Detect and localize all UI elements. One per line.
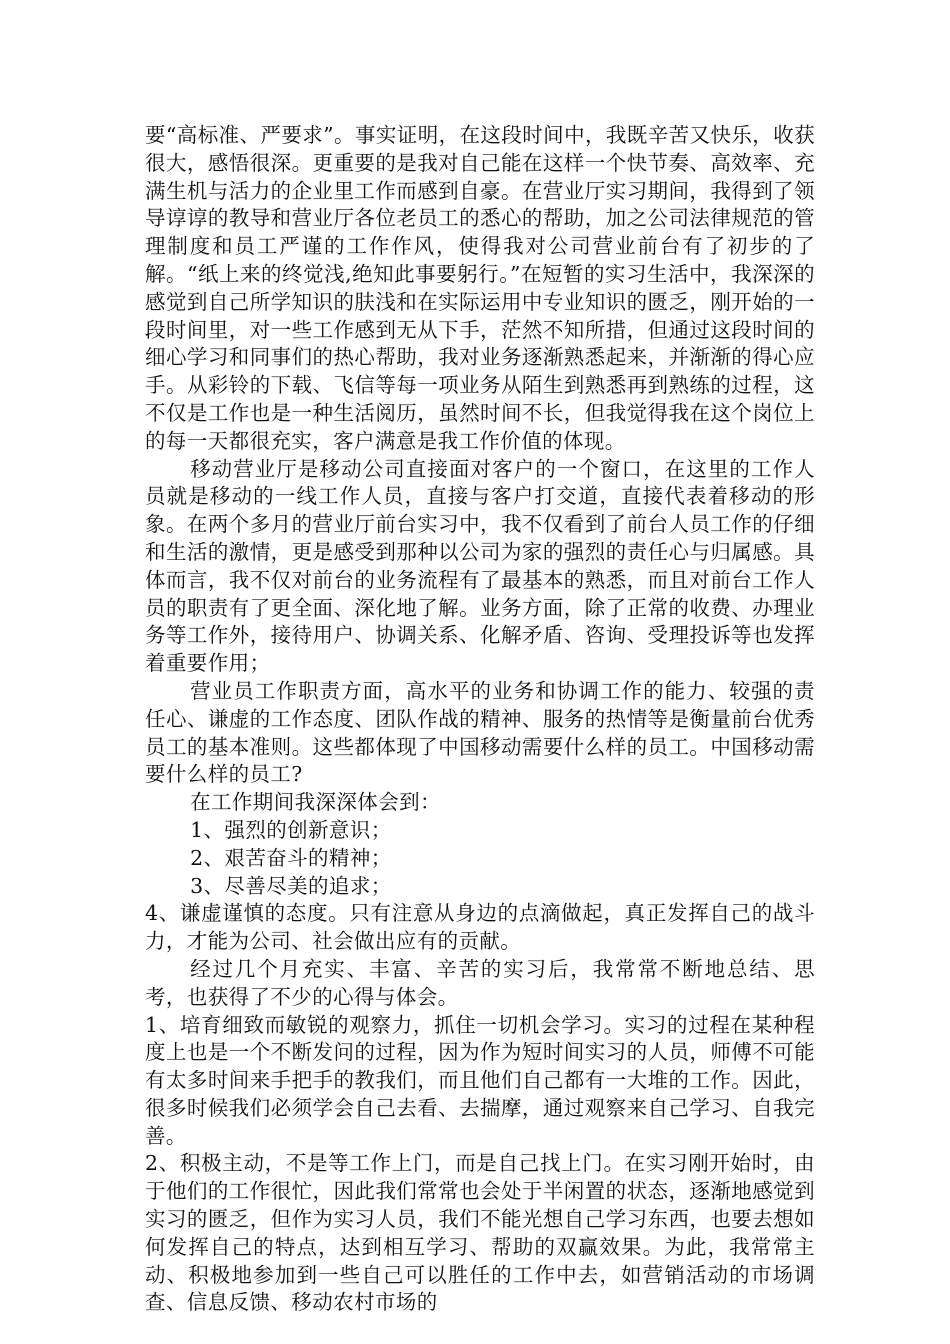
list-item-innovation: 1、强烈的创新意识； — [190, 817, 392, 842]
list-item-modesty: 4、谦虚谨慎的态度。只有注意从身边的点滴做起，真正发挥自己的战斗力，才能为公司、社会做出应有的贡献。 — [145, 901, 815, 954]
paragraph-experience-intro: 在工作期间我深深体会到： — [190, 790, 441, 815]
paragraph-summary-intro: 经过几个月充实、丰富、辛苦的实习后，我常常不断地总结、思考，也获得了不少的心得与体会。 — [145, 956, 815, 1009]
list-item-observation: 1、培育细致而敏锐的观察力，抓住一切机会学习。实习的过程在某种程度上也是一个不断发问的过程，因为作为短时间实习的人员，师傅不可能有太多时间来手把手的教我们，而且他们自己都有一大堆的工作。因此，很多时候我们必须学会自己去看、去揣摩，通过观察来自己学习、自我完善。 — [145, 1012, 815, 1148]
list-item-hard-work: 2、艰苦奋斗的精神； — [190, 845, 392, 870]
list-item-perfection: 3、尽善尽美的追求； — [190, 873, 392, 898]
document-body — [145, 122, 815, 1317]
paragraph-business-hall: 移动营业厅是移动公司直接面对客户的一个窗口，在这里的工作人员就是移动的一线工作人员，直接与客户打交道，直接代表着移动的形象。在两个多月的营业厅前台实习中，我不仅看到了前台人员工作的仔细和生活的激情，更是感受到那种以公司为家的强烈的责任心与归属感。具体而言，我不仅对前台的业务流程有了最基本的熟悉，而且对前台工作人员的职责有了更全面、深化地了解。业务方面，除了正常的收费、办理业务等工作外，接待用户、协调关系、化解矛盾、咨询、受理投诉等也发挥着重要作用； — [145, 456, 815, 676]
paragraph-intro: 要“高标准、严要求”。事实证明，在这段时间中，我既辛苦又快乐，收获很大，感悟很深。更重要的是我对自己能在这样一个快节奏、高效率、充满生机与活力的企业里工作而感到自豪。在营业厅实习期间，我得到了领导谆谆的教导和营业厅各位老员工的悉心的帮助，加之公司法律规范的管理制度和员工严谨的工作作风，使得我对公司营业前台有了初步的了解。“纸上来的终觉浅,绝知此事要躬行。”在短暂的实习生活中，我深深的感觉到自己所学知识的肤浅和在实际运用中专业知识的匮乏，刚开始的一段时间里，对一些工作感到无从下手，茫然不知所措，但通过这段时间的细心学习和同事们的热心帮助，我对业务逐渐熟悉起来，并渐渐的得心应手。从彩铃的下载、飞信等每一项业务从陌生到熟悉再到熟练的过程，这不仅是工作也是一种生活阅历，虽然时间不长，但我觉得我在这个岗位上的每一天都很充实，客户满意是我工作价值的体现。 — [145, 123, 815, 453]
list-item-initiative: 2、积极主动，不是等工作上门，而是自己找上门。在实习刚开始时，由于他们的工作很忙，因此我们常常也会处于半闲置的状态，逐渐地感觉到实习的匮乏，但作为实习人员，我们不能光想自己学习东西，也要去想如何发挥自己的特点，达到相互学习、帮助的双赢效果。为此，我常常主动、积极地参加到一些自己可以胜任的工作中去，如营销活动的市场调查、信息反馈、移动农村市场的 — [145, 1151, 815, 1315]
paragraph-job-duties: 营业员工作职责方面，高水平的业务和协调工作的能力、较强的责任心、谦虚的工作态度、团队作战的精神、服务的热情等是衡量前台优秀员工的基本准则。这些都体现了中国移动需要什么样的员工。中国移动需要什么样的员工? — [145, 678, 815, 787]
